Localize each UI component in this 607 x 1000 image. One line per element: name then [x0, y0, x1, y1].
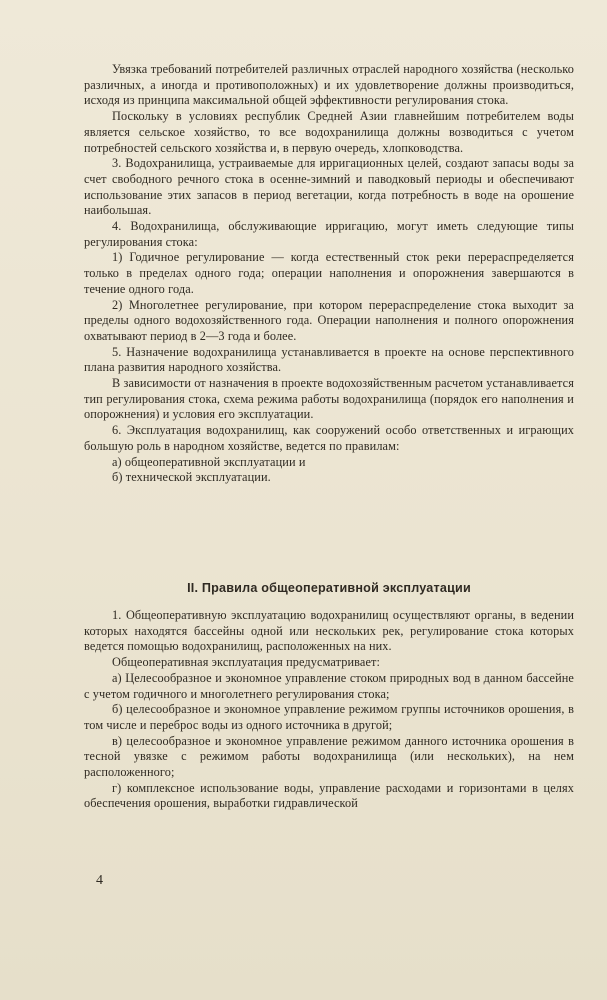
paragraph-consumer-coordination: Увязка требований потребителей различных отраслей народного хозяйства (несколько различных, а иногда и противоположных) и их удовлетворение должны производиться, исходя из принципа максимальной общей эффективности регулирования стока. — [84, 62, 574, 108]
list-item-b-source-group-management: б) целесообразное и экономное управление режимом группы источников орошения, в том числе и переброс воды из одного источника в другой; — [84, 702, 574, 732]
paragraph-general-operation-provides: Общеоперативная эксплуатация предусматривает: — [112, 655, 381, 670]
list-item-general-operation: а) общеоперативной эксплуатации и — [112, 454, 306, 469]
intro-text-block — [84, 62, 574, 486]
list-item-annual-regulation: 1) Годичное регулирование — когда естественный сток реки перераспределяется только в пределах одного года; операции наполнения и опорожнения завершаются в течение одного года. — [84, 250, 574, 296]
section-text-block — [84, 608, 574, 812]
list-item-technical-operation: б) технической эксплуатации. — [112, 470, 271, 485]
paragraph-central-asia-agriculture: Поскольку в условиях республик Средней Азии главнейшим потребителем воды является сельское хозяйство, то все водохранилища должны возводиться с учетом потребностей сельского хозяйства и, в первую очередь, хлопководства. — [84, 109, 574, 155]
paragraph-6-operation-rules: 6. Эксплуатация водохранилищ, как сооружений особо ответственных и играющих большую роль в народном хозяйстве, ведется по правилам: — [84, 423, 574, 453]
paragraph-water-calculation: В зависимости от назначения в проекте водохозяйственным расчетом устанавливается тип регулирования стока, схема режима работы водохранилища (порядок его наполнения и опорожнения) и условия его эксплуатации. — [84, 376, 574, 422]
paragraph-3-irrigation-reservoirs: 3. Водохранилища, устраиваемые для ирригационных целей, создают запасы воды за счет свободного речного стока в осенне-зимний и паводковый периоды и обеспечивают использование этих запасов в период вегетации, когда потребность в воде на орошение наибольшая. — [84, 156, 574, 218]
list-item-c-single-source-management: в) целесообразное и экономное управление режимом данного источника орошения в тесной увязке с режимом работы водохранилища (или нескольких), на нем расположенного; — [84, 733, 574, 780]
list-item-a-flow-management: а) Целесообразное и экономное управление стоком природных вод в данном бассейне с учетом годичного и многолетнего регулирования стока; — [84, 670, 574, 701]
section-heading: II. Правила общеоперативной эксплуатации — [187, 581, 471, 595]
list-item-d-complex-water-use: г) комплексное использование воды, управление расходами и горизонтами в целях обеспечения орошения, выработки гидравлической — [84, 780, 574, 811]
paragraph-4-regulation-types: 4. Водохранилища, обслуживающие ирригацию, могут иметь следующие типы регулирования стока: — [84, 219, 574, 249]
paragraph-5-reservoir-purpose: 5. Назначение водохранилища устанавливается в проекте на основе перспективного плана развития народного хозяйства. — [84, 344, 574, 375]
list-item-multiyear-regulation: 2) Многолетнее регулирование, при котором перераспределение стока выходит за пределы одного водохозяйственного года. Операции наполнения и полного опорожнения охватывают период в 2—3 года и более. — [84, 297, 574, 343]
page-number: 4 — [96, 873, 103, 888]
paragraph-1-operating-bodies: 1. Общеоперативную эксплуатацию водохранилищ осуществляют органы, в ведении которых находятся бассейны одной или нескольких рек, регулирование стока которых ведется помощью водохранилищ, расположенных на них. — [84, 608, 574, 654]
